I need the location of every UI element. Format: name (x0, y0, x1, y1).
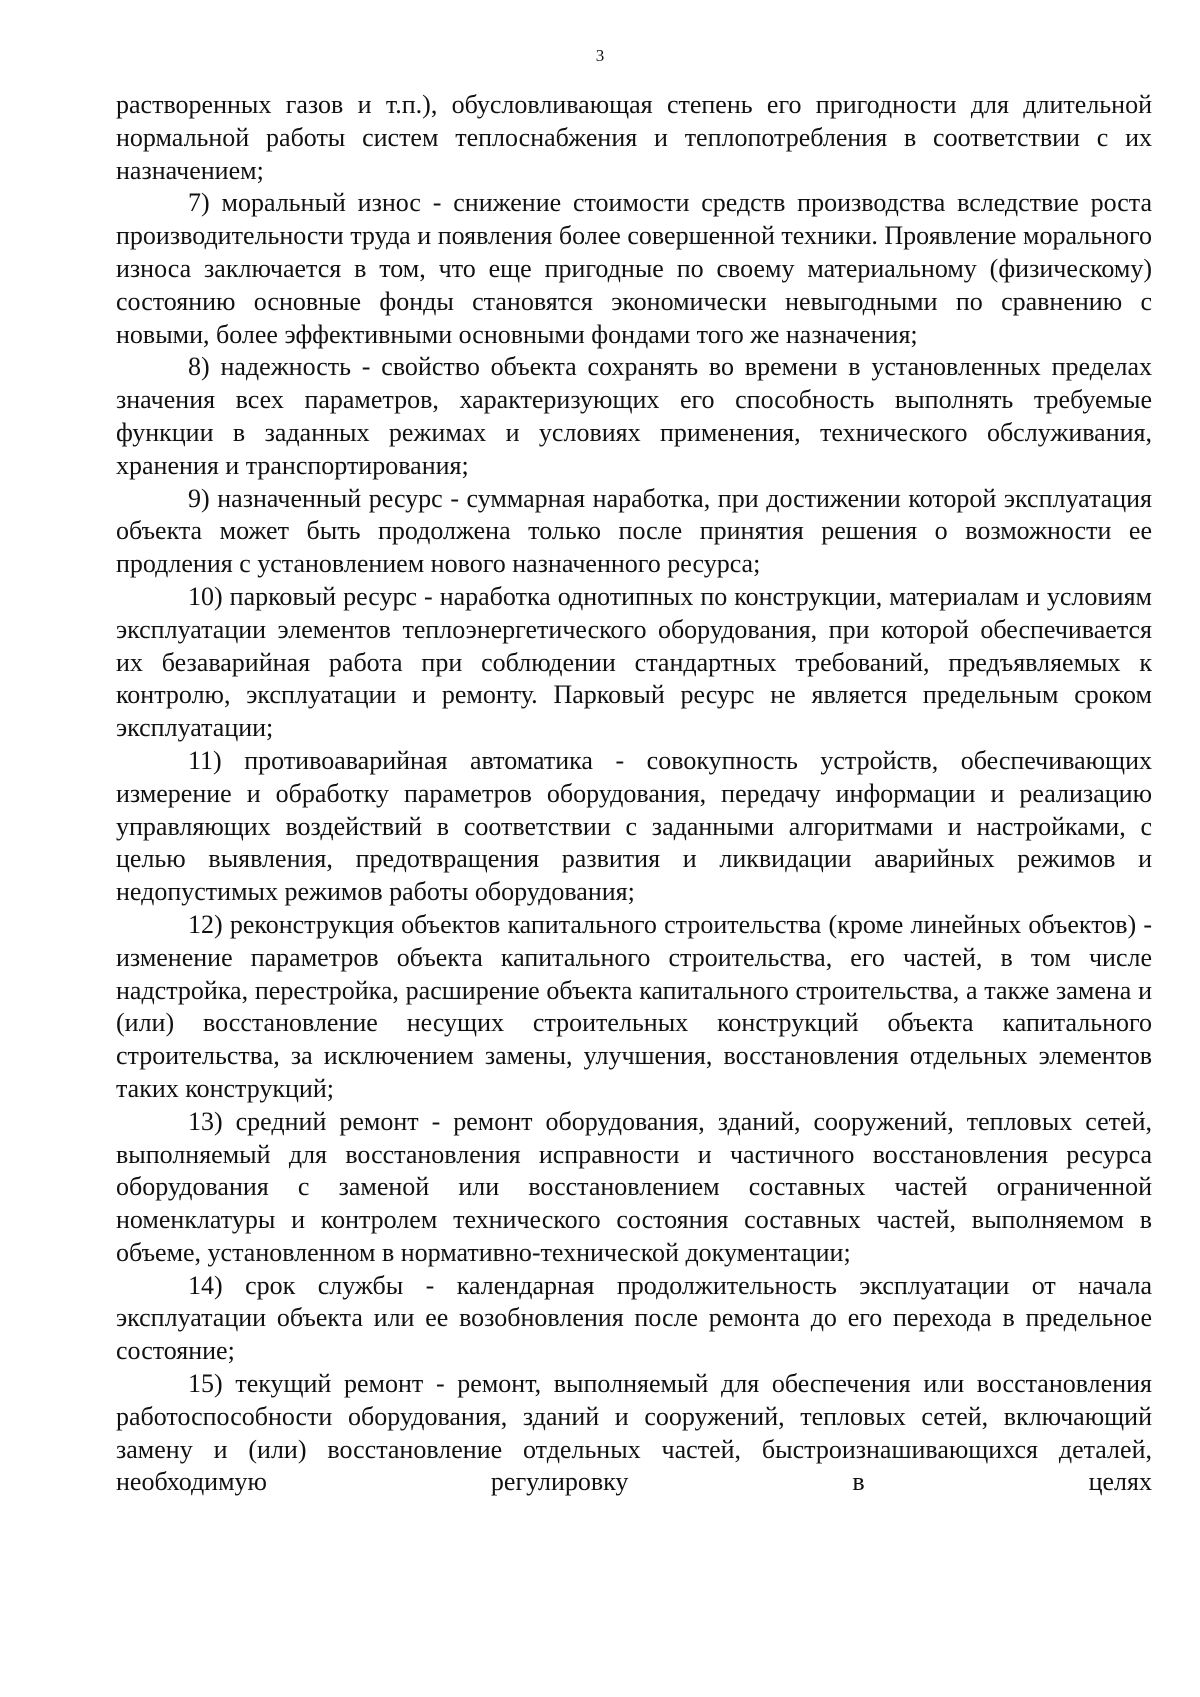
paragraph-item-11: 11) противоаварийная автоматика - совокупность устройств, обеспечивающих измерение и обработку параметров оборудования, передачу информации и реализацию управляющих воздействий в соответствии с заданными алгоритмами и настройками, с целью выявления, предотвращения развития и ликвидации аварийных режимов и недопустимых режимов работы оборудования; (116, 745, 1152, 907)
paragraph-item-14: 14) срок службы - календарная продолжительность эксплуатации от начала эксплуатации объекта или ее возобновления после ремонта до его перехода в предельное состояние; (116, 1270, 1152, 1366)
page-number: 3 (595, 46, 605, 65)
paragraph-item-8: 8) надежность - свойство объекта сохранять во времени в установленных пределах значения всех параметров, характеризующих его способность выполнять требуемые функции в заданных режимах и условиях применения, технического обслуживания, хранения и транспортирования; (116, 352, 1152, 480)
document-body (116, 89, 1152, 1499)
paragraph-item-7: 7) моральный износ - снижение стоимости средств производства вследствие роста производительности труда и появления более совершенной техники. Проявление морального износа заключается в том, что еще пригодные по своему материальному (физическому) состоянию основные фонды становятся экономически невыгодными по сравнению с новыми, более эффективными основными фондами того же назначения; (116, 188, 1152, 349)
paragraph-item-13: 13) средний ремонт - ремонт оборудования, зданий, сооружений, тепловых сетей, выполняемый для восстановления исправности и частичного восстановления ресурса оборудования с заменой или восстановлением составных частей ограниченной номенклатуры и контролем технического состояния составных частей, выполняемом в объеме, установленном в нормативно-технической документации; (116, 1106, 1152, 1267)
paragraph-item-9: 9) назначенный ресурс - суммарная наработка, при достижении которой эксплуатация объекта может быть продолжена только после принятия решения о возможности ее продления с установлением нового назначенного ресурса; (116, 483, 1152, 579)
paragraph-item-10: 10) парковый ресурс - наработка однотипных по конструкции, материалам и условиям эксплуатации элементов теплоэнергетического оборудования, при которой обеспечивается их безаварийная работа при соблюдении стандартных требований, предъявляемых к контролю, эксплуатации и ремонту. Парковый ресурс не является предельным сроком эксплуатации; (116, 581, 1152, 743)
paragraph-item-15: 15) текущий ремонт - ремонт, выполняемый для обеспечения или восстановления работоспособности оборудования, зданий и сооружений, тепловых сетей, включающий замену и (или) восстановление отдельных частей, быстроизнашивающихся деталей, необходимую регулировку в целях (116, 1369, 1152, 1497)
paragraph-item-12: 12) реконструкция объектов капитального строительства (кроме линейных объектов) - изменение параметров объекта капитального строительства, его частей, в том числе надстройка, перестройка, расширение объекта капитального строительства, а также замена и (или) восстановление несущих строительных конструкций объекта капитального строительства, за исключением замены, улучшения, восстановления отдельных элементов таких конструкций; (116, 909, 1152, 1103)
paragraph-continuation: растворенных газов и т.п.), обусловливающая степень его пригодности для длительной нормальной работы систем теплоснабжения и теплопотребления в соответствии с их назначением; (116, 90, 1152, 185)
